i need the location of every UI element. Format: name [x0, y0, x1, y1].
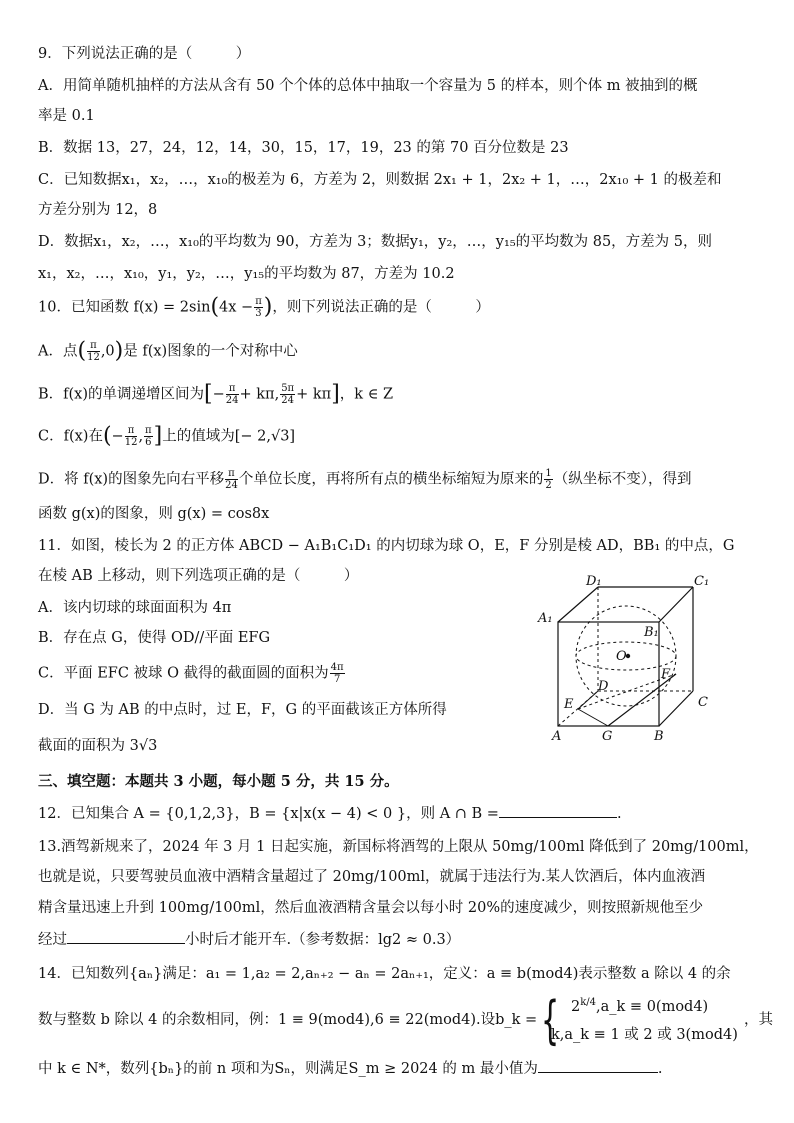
q10-stem-post: ，则下列说法正确的是（ ）: [272, 299, 490, 316]
pw1-base: 2: [571, 999, 581, 1015]
q10-d-post: （纵坐标不变），得到: [553, 471, 692, 488]
segment-ed: [578, 691, 598, 709]
q10-b-mid: + kπ,: [239, 386, 280, 403]
q10-d-mid: 个单位长度，再将所有点的横坐标缩短为原来的: [238, 471, 544, 488]
q10-option-c: C．f(x)在(− $\frac{\pi}{12}$ , $\frac{\pi}{6}$ ]上的值域为[− 2,√3]: [38, 423, 296, 449]
q12-text: 12．已知集合 A = {0,1,2,3}，B = {x|x(x − 4) < 0 }，则 A ∩ B =: [38, 806, 499, 822]
q12-answer-blank[interactable]: [499, 803, 617, 818]
q11-c-pre: C．平面 EFC 被球 O 截得的截面圆的面积为: [38, 665, 329, 682]
q11-c-fraction: [330, 662, 345, 685]
q10-a-fraction: [87, 340, 100, 363]
cube-edge: [558, 587, 598, 622]
frac-num: 5π: [281, 383, 295, 394]
q10-a-post: 是 f(x)图象的一个对称中心: [123, 343, 298, 360]
q9-option-b: B．数据 13，27，24，12，14，30，15，17，19，23 的第 70 百分位数是 23: [38, 140, 569, 156]
q14-pre: 中 k ∈ N*，数列{bₙ}的前 n 项和为Sₙ，则满足S_m ≥ 2024 的 m 最小值为: [38, 1061, 538, 1077]
q9-option-a-line1: A．用简单随机抽样的方法从含有 50 个个体的总体中抽取一个容量为 5 的样本，则个体 m 被抽到的概: [38, 78, 698, 94]
frac-den: 6: [145, 437, 152, 448]
label-d1: D₁: [586, 574, 602, 589]
q13-answer-blank[interactable]: [67, 929, 185, 944]
q13-line4: [38, 929, 764, 950]
q11-stem-line2: 在棱 AB 上移动，则下列选项正确的是（ ）: [38, 568, 359, 584]
frac-num: π: [145, 425, 152, 436]
q14-answer-blank[interactable]: [538, 1058, 658, 1073]
label-e: E: [564, 697, 574, 712]
label-g: G: [602, 729, 613, 744]
section3-heading: 三、填空题：本题共 3 小题，每小题 5 分，共 15 分。: [38, 773, 399, 790]
frac-num: π: [226, 383, 239, 395]
pw1-condition: ,a_k ≡ 0(mod4): [596, 999, 709, 1015]
q11-option-a: A．该内切球的球面面积为 4π: [38, 600, 232, 616]
q12: [38, 803, 764, 824]
q10-stem-fraction: [254, 296, 263, 319]
frac-num: 1: [545, 468, 552, 479]
q10-c-range: [− 2,√3]: [234, 428, 296, 445]
q10-stem: 10．已知函数 f(x) = 2sin(4x − $\frac{\pi}{3}$ )，则下列说法正确的是（ ）: [38, 294, 490, 320]
q13-line1: 13.酒驾新规来了，2024 年 3 月 1 日起实施，新国标将酒驾的上限从 50mg/100ml 降低到了 20mg/100ml，: [38, 839, 759, 855]
q11-option-d-line2: 截面的面积为 3√3: [38, 738, 158, 754]
label-f: F: [661, 667, 671, 682]
label-b: B: [654, 729, 664, 744]
frac-den: 7: [333, 674, 341, 685]
label-b1: B₁: [644, 625, 659, 640]
q11-stem-line1: 11．如图，棱长为 2 的正方体 ABCD − A₁B₁C₁D₁ 的内切球为球 O，E，F 分别是棱 AD，BB₁ 的中点，G: [38, 538, 735, 554]
q10-option-d-line1: [38, 468, 764, 491]
q9-option-d-line2: x₁，x₂，…，x₁₀，y₁，y₂，…，y₁₅的平均数为 87，方差为 10.2: [38, 266, 455, 282]
q10-option-b: B．f(x)的单调递增区间为[− $\frac{\pi}{24}$ + kπ, $\frac{5\pi}{24}$ + kπ]，k ∈ Z: [38, 381, 394, 407]
q10-c-fraction-2: [144, 425, 153, 448]
segment-eg: [578, 709, 608, 726]
q9-option-d-line1: D．数据x₁，x₂，…，x₁₀的平均数为 90，方差为 3；数据y₁，y₂，…，y₁₅的平均数为 85，方差为 5，则: [38, 234, 713, 250]
q12-post: .: [616, 806, 622, 822]
frac-den: 12: [124, 437, 138, 448]
piecewise-case-2: k,a_k ≡ 1 或 2 或 3(mod4): [551, 1027, 738, 1043]
label-a: A: [552, 729, 562, 744]
cube-figure: [530, 570, 730, 745]
label-a1: A₁: [538, 611, 553, 626]
q13-line3: 精含量迅速上升到 100mg/100ml，然后血液酒精含量会以每小时 20%的速度减少，则按照新规他至少: [38, 900, 704, 916]
q14-line2: 数与整数 b 除以 4 的余数相同，例：1 ≡ 9(mod4),6 ≡ 22(mod4).设b_k =: [38, 1012, 538, 1028]
q10-b-tail: ，k ∈ Z: [339, 386, 394, 403]
frac-num: π: [255, 296, 262, 307]
q10-a-zero: ,0: [100, 343, 115, 360]
q10-stem-pre: 10．已知函数 f(x) = 2sin: [38, 299, 211, 316]
q11-option-d-line1: D．当 G 为 AB 的中点时，过 E，F，G 的平面截该正方体所得: [38, 702, 447, 718]
q10-d-pre: D．将 f(x)的图象先向右平移: [38, 471, 225, 488]
q9-option-c-line2: 方差分别为 12，8: [38, 202, 158, 218]
q10-d-fraction-half: [544, 468, 552, 491]
q14-line2-tail: ，其: [744, 1012, 773, 1028]
q13-line2: 也就是说，只要驾驶员血液中酒精含量超过了 20mg/100ml，就属于违法行为.某人饮酒后，体内血液酒: [38, 869, 706, 885]
q10-c-pre: C．f(x)在: [38, 428, 103, 445]
q9-option-a-line2: 率是 0.1: [38, 108, 95, 124]
q9-stem: 9．下列说法正确的是（ ）: [38, 46, 251, 62]
frac-den: 24: [225, 480, 238, 491]
frac-num: π: [87, 340, 100, 352]
q14-line3: [38, 1058, 764, 1079]
label-o: O: [616, 649, 627, 664]
q10-option-a: A．点( $\frac{\pi}{12}$ ,0)是 f(x)图象的一个对称中心: [38, 338, 298, 364]
frac-den: 24: [281, 395, 295, 406]
q10-c-mid: 上的值域为: [162, 428, 235, 445]
frac-num: π: [125, 425, 138, 437]
frac-num: 4π: [330, 662, 344, 673]
q10-d-fraction-shift: [225, 468, 238, 491]
q10-b-post: + kπ: [296, 386, 332, 403]
piecewise-case-1: [571, 999, 708, 1015]
q10-b-pre: B．f(x)的单调递增区间为: [38, 386, 205, 403]
q13-pre: 经过: [38, 932, 67, 948]
frac-den: 3: [255, 308, 262, 319]
q10-a-pre: A．点: [38, 343, 78, 360]
q11-option-b: B．存在点 G，使得 OD//平面 EFG: [38, 630, 271, 646]
q13-post: 小时后才能开车.（参考数据：lg2 ≈ 0.3）: [185, 932, 461, 948]
frac-num: π: [225, 468, 238, 480]
piecewise-brace: {: [541, 991, 560, 1051]
frac-den: 24: [225, 395, 239, 406]
label-c1: C₁: [694, 574, 710, 589]
q10-b-fraction-2: [280, 383, 295, 406]
q14-post: .: [657, 1061, 663, 1077]
q10-c-fraction-1: [125, 425, 138, 448]
label-c: C: [698, 695, 708, 710]
frac-den: 2: [545, 480, 552, 491]
q14-piecewise: [541, 991, 741, 1051]
frac-den: 12: [87, 352, 100, 363]
cube-edge: [659, 587, 693, 622]
pw1-exponent: k/4: [580, 997, 597, 1009]
label-d: D: [598, 679, 609, 694]
q14-line1: 14．已知数列{aₙ}满足：a₁ = 1,a₂ = 2,aₙ₊₂ − aₙ = 2aₙ₊₁，定义：a ≡ b(mod4)表示整数 a 除以 4 的余: [38, 966, 731, 982]
cube-edge: [659, 691, 693, 726]
q9-option-c-line1: C．已知数据x₁，x₂，…，x₁₀的极差为 6，方差为 2，则数据 2x₁ + 1，2x₂ + 1，…，2x₁₀ + 1 的极差和: [38, 172, 722, 188]
q10-b-fraction-1: [226, 383, 239, 406]
q10-stem-mid: 4x −: [219, 299, 254, 316]
q10-option-d-line2: 函数 g(x)的图象，则 g(x) = cos8x: [38, 506, 270, 522]
